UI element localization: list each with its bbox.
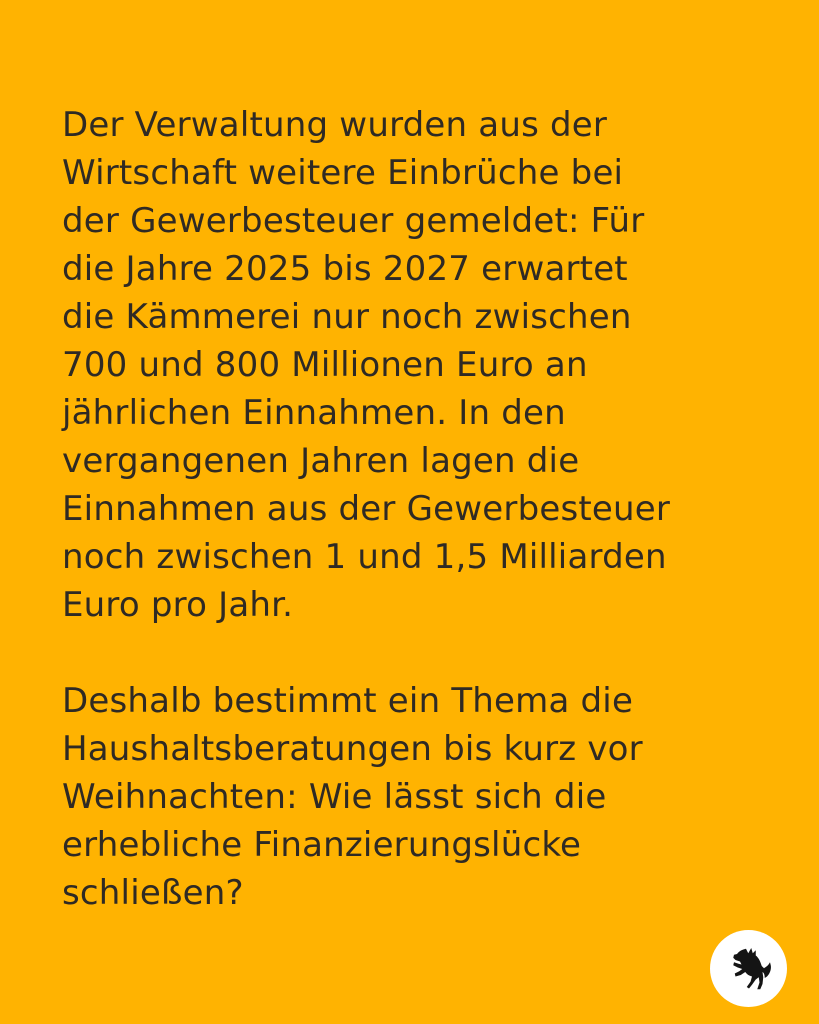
text-line: der Gewerbesteuer gemeldet: Für: [62, 201, 645, 241]
text-line: die Kämmerei nur noch zwischen: [62, 297, 632, 337]
stuttgart-horse-icon: [725, 945, 773, 993]
text-line: Weihnachten: Wie lässt sich die: [62, 777, 607, 817]
text-line: Deshalb bestimmt ein Thema die: [62, 681, 634, 721]
text-line: schließen?: [62, 873, 244, 913]
text-line: die Jahre 2025 bis 2027 erwartet: [62, 249, 628, 289]
paragraph-1: [62, 101, 762, 629]
text-line: vergangenen Jahren lagen die: [62, 441, 580, 481]
logo-badge: [710, 930, 787, 1007]
text-line: jährlichen Einnahmen. In den: [62, 393, 566, 433]
paragraph-2: [62, 677, 762, 917]
text-line: erhebliche Finanzierungslücke: [62, 825, 582, 865]
body-text: [62, 101, 762, 965]
text-line: noch zwischen 1 und 1,5 Milliarden: [62, 537, 667, 577]
text-line: Der Verwaltung wurden aus der: [62, 105, 608, 145]
text-line: Einnahmen aus der Gewerbesteuer: [62, 489, 671, 529]
text-line: Haushaltsberatungen bis kurz vor: [62, 729, 643, 769]
text-line: Euro pro Jahr.: [62, 585, 294, 625]
text-line: Wirtschaft weitere Einbrüche bei: [62, 153, 624, 193]
text-line: 700 und 800 Millionen Euro an: [62, 345, 588, 385]
